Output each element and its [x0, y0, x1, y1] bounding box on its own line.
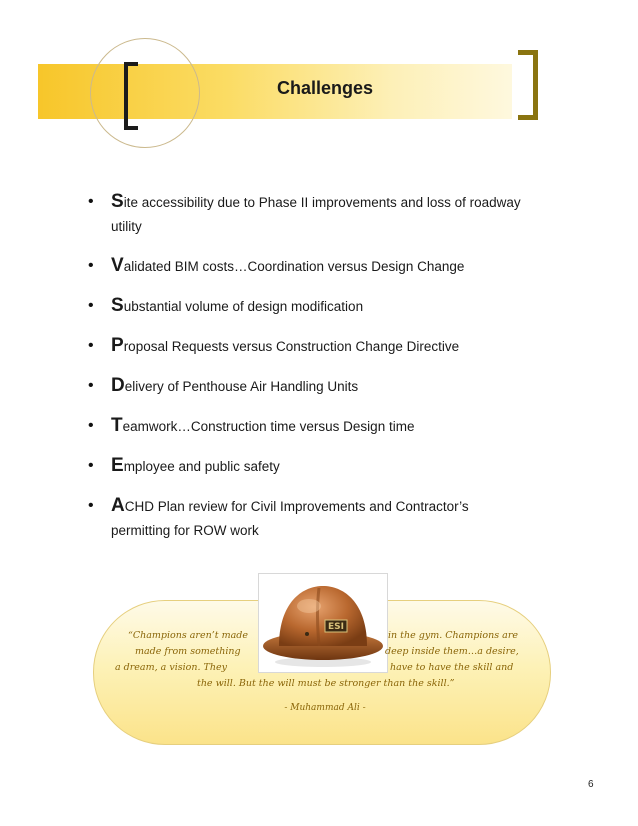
challenges-list — [88, 190, 528, 558]
initial-letter: D — [111, 375, 125, 396]
list-item — [88, 294, 528, 319]
page-number: 6 — [588, 779, 594, 790]
initial-letter: E — [111, 455, 124, 476]
right-bracket-icon — [518, 50, 538, 120]
left-bracket-icon — [124, 62, 138, 130]
quote-right-line-1: in the gym. Champions are — [388, 630, 518, 641]
item-text: ite accessibility due to Phase II improvements and loss of roadway utility — [111, 195, 521, 234]
quote-left-line-2: made from something — [135, 646, 241, 657]
initial-letter: S — [111, 191, 124, 212]
item-text: elivery of Penthouse Air Handling Units — [124, 379, 359, 394]
decorative-circle — [90, 38, 200, 148]
hat-badge-text: ESI — [328, 622, 344, 632]
initial-letter: T — [111, 415, 123, 436]
quote-left-line-3: a dream, a vision. They — [115, 662, 227, 673]
list-item — [88, 334, 528, 359]
item-text: eamwork…Construction time versus Design time — [122, 419, 415, 434]
quote-author: - Muhammad Ali - — [284, 703, 366, 713]
item-text: ubstantial volume of design modification — [123, 299, 364, 314]
initial-letter: P — [111, 335, 124, 356]
quote-left-line-1: “Champions aren’t made — [128, 630, 248, 641]
list-item — [88, 254, 528, 279]
item-text: roposal Requests versus Construction Change Directive — [123, 339, 460, 354]
page-title: Challenges — [276, 78, 374, 98]
list-item — [88, 190, 528, 239]
initial-letter: S — [111, 295, 124, 316]
initial-letter: A — [111, 495, 125, 516]
quote-right-line-2: deep inside them…a desire, — [385, 646, 519, 657]
item-text: CHD Plan review for Civil Improvements and Contractor’s permitting for ROW work — [111, 499, 469, 538]
list-item — [88, 374, 528, 399]
list-item — [88, 454, 528, 479]
hard-hat-icon — [259, 574, 387, 672]
item-text: alidated BIM costs…Coordination versus Design Change — [123, 259, 465, 274]
initial-letter: V — [111, 255, 124, 276]
quote-center-line: the will. But the will must be stronger than the skill.” — [197, 678, 455, 689]
quote-right-line-3: have to have the skill and — [390, 662, 514, 673]
list-item — [88, 494, 528, 543]
hard-hat-image — [258, 573, 388, 673]
item-text: mployee and public safety — [123, 459, 280, 474]
list-item — [88, 414, 528, 439]
